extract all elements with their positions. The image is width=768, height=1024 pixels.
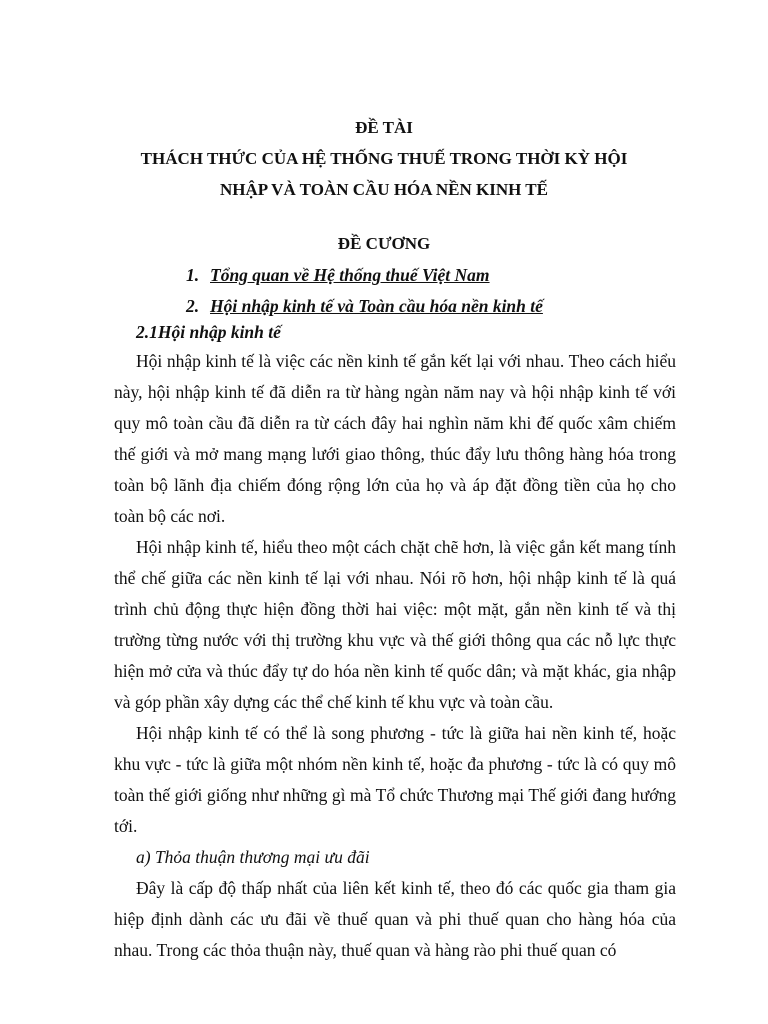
title-line-2: NHẬP VÀ TOÀN CẦU HÓA NỀN KINH TẾ (220, 180, 548, 199)
title-block (0, 112, 768, 205)
title-line-1: THÁCH THỨC CỦA HỆ THỐNG THUẾ TRONG THỜI KỲ HỘI (140, 149, 628, 168)
body-text (114, 346, 676, 966)
outline-item-number: 2. (186, 296, 200, 316)
outline-item-text: Hội nhập kinh tế và Toàn cầu hóa nền kinh tế (210, 296, 543, 316)
title-label: ĐỀ TÀI (355, 118, 413, 137)
paragraph: Hội nhập kinh tế có thể là song phương - tức là giữa hai nền kinh tế, hoặc khu vực - tức là giữa một nhóm nền kinh tế, hoặc đa phương - tức là có quy mô toàn thế giới giống như những gì mà Tổ chức Thương mại Thế giới đang hướng tới. (114, 723, 676, 836)
outline-heading: ĐỀ CƯƠNG (337, 234, 431, 253)
paragraph: Hội nhập kinh tế, hiểu theo một cách chặt chẽ hơn, là việc gắn kết mang tính thể chế giữa các nền kinh tế lại với nhau. Nói rõ hơn, hội nhập kinh tế là quá trình chủ động thực hiện đồng thời hai việc: một mặt, gắn nền kinh tế và thị trường từng nước với thị trường khu vực và thế giới thông qua các nỗ lực thực hiện mở cửa và thúc đẩy tự do hóa nền kinh tế quốc dân; và mặt khác, gia nhập và góp phần xây dựng các thể chế kinh tế khu vực và toàn cầu. (114, 537, 676, 712)
paragraph: Đây là cấp độ thấp nhất của liên kết kinh tế, theo đó các quốc gia tham gia hiệp định dành các ưu đãi về thuế quan và phi thuế quan cho hàng hóa của nhau. Trong các thỏa thuận này, thuế quan và hàng rào phi thuế quan có (114, 878, 676, 960)
outline-item-number: 1. (186, 265, 200, 285)
section-heading: 2.1Hội nhập kinh tế (136, 322, 281, 342)
subheading: a) Thỏa thuận thương mại ưu đãi (136, 847, 370, 867)
paragraph: Hội nhập kinh tế là việc các nền kinh tế gắn kết lại với nhau. Theo cách hiểu này, hội nhập kinh tế đã diễn ra từ hàng ngàn năm nay và hội nhập kinh tế với quy mô toàn cầu đã diễn ra từ cách đây hai nghìn năm khi đế quốc xâm chiếm thế giới và mở mang mạng lưới giao thông, thúc đẩy lưu thông hàng hóa trong toàn bộ lãnh địa chiếm đóng rộng lớn của họ và áp đặt đồng tiền của họ cho toàn bộ các nơi. (114, 351, 676, 526)
outline-item-text: Tổng quan về Hệ thống thuế Việt Nam (210, 265, 490, 285)
outline-item (186, 260, 543, 291)
outline-list (186, 260, 543, 322)
